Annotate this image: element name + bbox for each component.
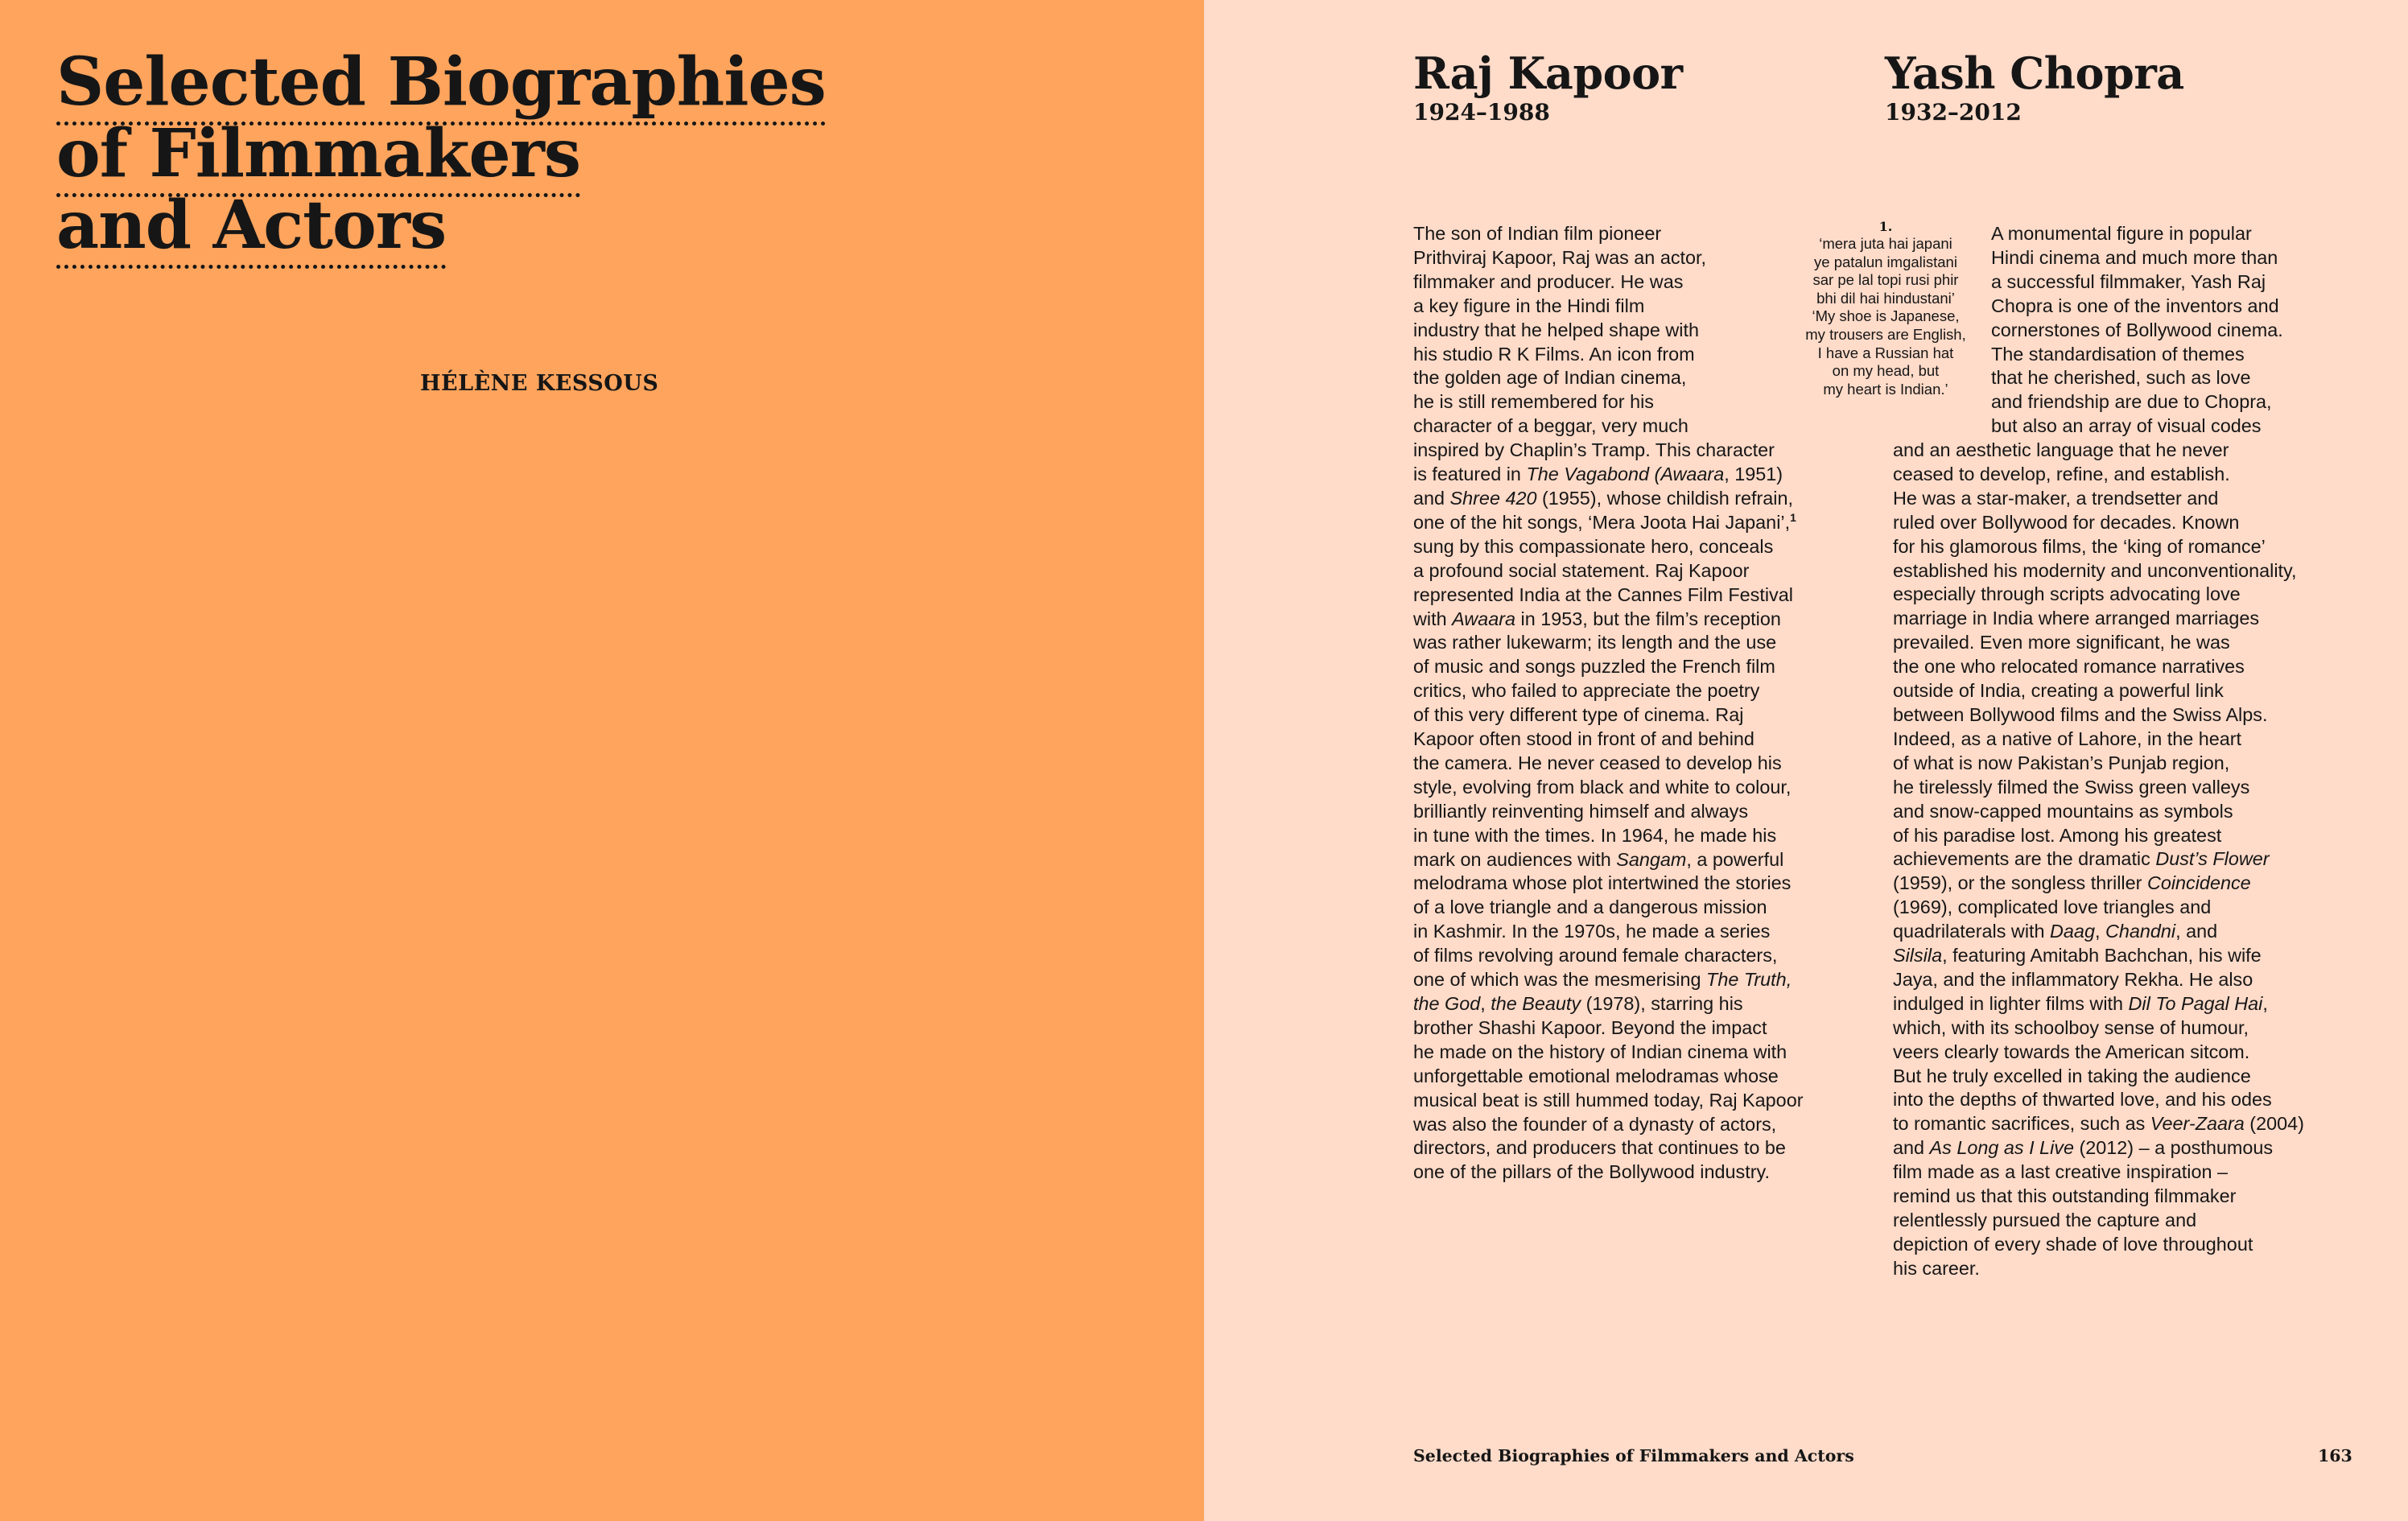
- film-title: Chandni: [2105, 921, 2176, 942]
- text-line: in tune with the times. In 1964, he made his: [1413, 824, 1777, 846]
- text-line: prevailed. Even more significant, he was: [1893, 632, 2230, 653]
- text-line: the God, the Beauty (1978), starring his: [1413, 993, 1743, 1014]
- text-line: the golden age of Indian cinema,: [1413, 367, 1687, 389]
- text-line: my trousers are English,: [1805, 325, 1966, 343]
- text-line: in Kashmir. In the 1970s, he made a series: [1413, 921, 1771, 942]
- text-line: ceased to develop, refine, and establish.: [1893, 463, 2230, 484]
- bio-years: 1924–1988: [1413, 99, 1550, 126]
- text-line: (1959), or the songless thriller Coincidence: [1893, 872, 2251, 894]
- text-line: he tirelessly filmed the Swiss green valleys: [1893, 776, 2250, 798]
- film-title: the Beauty: [1491, 993, 1581, 1014]
- text-line: his studio R K Films. An icon from: [1413, 343, 1695, 365]
- film-title: Silsila: [1893, 945, 1943, 967]
- raj-kapoor-heading: [1413, 48, 1683, 127]
- text-line: filmmaker and producer. He was: [1413, 270, 1684, 292]
- text-line: (1969), complicated love triangles and: [1893, 897, 2212, 918]
- yash-chopra-biography-top: [1991, 222, 2283, 439]
- text-line: I have a Russian hat: [1817, 344, 1954, 361]
- footnote-reference: 1: [1790, 511, 1796, 525]
- text-line: ‘My shoe is Japanese,: [1812, 307, 1960, 325]
- footnote: [1793, 219, 1978, 398]
- text-line: and As Long as I Live (2012) – a posthumous: [1893, 1137, 2274, 1159]
- page-number: 163: [2318, 1446, 2352, 1465]
- text-line: mark on audiences with Sangam, a powerful: [1413, 848, 1784, 870]
- text-line: is featured in The Vagabond (Awaara, 1951): [1413, 464, 1783, 485]
- text-line: melodrama whose plot intertwined the stories: [1413, 872, 1792, 894]
- text-line: of his paradise lost. Among his greatest: [1893, 824, 2222, 846]
- text-line: a profound social statement. Raj Kapoor: [1413, 559, 1750, 581]
- text-line: that he cherished, such as love: [1991, 367, 2251, 389]
- text-line: was rather lukewarm; its length and the use: [1413, 632, 1777, 653]
- text-line: the camera. He never ceased to develop his: [1413, 752, 1782, 773]
- film-title: Dil To Pagal Hai: [2128, 992, 2263, 1014]
- text-line: musical beat is still hummed today, Raj Kapoor: [1413, 1089, 1804, 1111]
- text-line: which, with its schoolboy sense of humour,: [1893, 1016, 2249, 1038]
- text-line: of this very different type of cinema. Raj: [1413, 704, 1744, 726]
- text-line: and friendship are due to Chopra,: [1991, 391, 2272, 413]
- text-line: the one who relocated romance narratives: [1893, 656, 2245, 678]
- footnote-text: [1793, 235, 1978, 398]
- text-line: he is still remembered for his: [1413, 391, 1654, 413]
- film-title: Shree 420: [1449, 487, 1537, 509]
- text-line: Prithviraj Kapoor, Raj was an actor,: [1413, 246, 1707, 268]
- bio-name: Yash Chopra: [1885, 47, 2184, 99]
- text-line: to romantic sacrifices, such as Veer-Zaara (2004): [1893, 1113, 2304, 1135]
- yash-chopra-heading: [1885, 48, 2184, 127]
- text-line: and an aesthetic language that he never: [1893, 439, 2229, 460]
- film-title: The Vagabond (Awaara: [1526, 464, 1725, 485]
- text-line: of what is now Pakistan’s Punjab region,: [1893, 752, 2230, 773]
- text-line: ‘mera juta hai japani: [1819, 235, 1952, 252]
- text-line: cornerstones of Bollywood cinema.: [1991, 319, 2283, 340]
- text-line: depiction of every shade of love throughout: [1893, 1233, 2253, 1255]
- raj-kapoor-biography: [1413, 222, 1804, 1185]
- text-line: of films revolving around female characters,: [1413, 945, 1778, 967]
- text-line: ruled over Bollywood for decades. Known: [1893, 511, 2240, 533]
- text-line: brilliantly reinventing himself and always: [1413, 800, 1749, 822]
- film-title: Sangam: [1616, 848, 1687, 870]
- text-line: Chopra is one of the inventors and: [1991, 295, 2279, 316]
- film-title: Daag: [2050, 921, 2095, 942]
- film-title: The Truth,: [1706, 969, 1792, 991]
- text-line: critics, who failed to appreciate the poetry: [1413, 680, 1760, 702]
- text-line: veers clearly towards the American sitcom.: [1893, 1041, 2250, 1062]
- text-line: marriage in India where arranged marriages: [1893, 608, 2260, 629]
- text-line: achievements are the dramatic Dust’s Flower: [1893, 848, 2270, 870]
- film-title: As Long as I Live: [1929, 1137, 2074, 1159]
- author-name: HÉLÈNE KESSOUS: [420, 371, 659, 396]
- text-line: Hindi cinema and much more than: [1991, 246, 2278, 268]
- text-line: indulged in lighter films with Dil To Pagal Hai,: [1893, 992, 2268, 1014]
- film-title: Veer-Zaara: [2150, 1113, 2245, 1135]
- text-line: of a love triangle and a dangerous mission: [1413, 897, 1767, 918]
- text-line: bhi dil hai hindustani’: [1816, 289, 1955, 307]
- text-line: on my head, but: [1832, 362, 1940, 380]
- text-line: a successful filmmaker, Yash Raj: [1991, 270, 2266, 292]
- text-line: was also the founder of a dynasty of actors,: [1413, 1113, 1777, 1135]
- text-line: his career.: [1893, 1257, 1980, 1279]
- text-line: remind us that this outstanding filmmaker: [1893, 1185, 2237, 1207]
- text-line: with Awaara in 1953, but the film’s reception: [1413, 608, 1781, 629]
- text-line: of music and songs puzzled the French film: [1413, 656, 1775, 678]
- film-title: the God: [1413, 993, 1481, 1014]
- text-line: character of a beggar, very much: [1413, 415, 1688, 437]
- bio-years: 1932–2012: [1885, 99, 2022, 126]
- text-line: But he truly excelled in taking the audience: [1893, 1065, 2251, 1086]
- film-title: Coincidence: [2146, 872, 2251, 894]
- text-line: directors, and producers that continues to be: [1413, 1137, 1786, 1159]
- yash-chopra-biography: [1893, 439, 2304, 1281]
- text-line: style, evolving from black and white to colour,: [1413, 776, 1792, 798]
- text-line: brother Shashi Kapoor. Beyond the impact: [1413, 1016, 1767, 1038]
- page-title: [56, 43, 942, 264]
- title-line: of Filmmakers: [56, 118, 942, 190]
- text-line: established his modernity and unconventionality,: [1893, 559, 2297, 581]
- text-line: Silsila, featuring Amitabh Bachchan, his wife: [1893, 945, 2262, 967]
- text-line: represented India at the Cannes Film Festival: [1413, 583, 1793, 605]
- text-line: Kapoor often stood in front of and behind: [1413, 728, 1754, 750]
- film-title: Awaara: [1452, 608, 1515, 629]
- text-line: between Bollywood films and the Swiss Alps.: [1893, 703, 2268, 725]
- text-line: he made on the history of Indian cinema with: [1413, 1041, 1787, 1062]
- text-line: inspired by Chaplin’s Tramp. This character: [1413, 439, 1775, 461]
- footnote-number: 1.: [1878, 219, 1893, 234]
- text-line: unforgettable emotional melodramas whose: [1413, 1065, 1779, 1086]
- text-line: relentlessly pursued the capture and: [1893, 1210, 2197, 1230]
- text-line: one of the hit songs, ‘Mera Joota Hai Japani’,$^1$: [1413, 511, 1796, 533]
- text-line: industry that he helped shape with: [1413, 319, 1699, 340]
- film-title: Dust’s Flower: [2155, 848, 2270, 870]
- text-line: one of which was the mesmerising The Truth,: [1413, 969, 1792, 991]
- text-line: into the depths of thwarted love, and his odes: [1893, 1089, 2272, 1111]
- text-line: but also an array of visual codes: [1991, 415, 2262, 437]
- text-line: He was a star-maker, a trendsetter and: [1893, 487, 2219, 509]
- text-line: film made as a last creative inspiration –: [1893, 1161, 2229, 1183]
- text-line: The standardisation of themes: [1991, 343, 2245, 365]
- text-line: for his glamorous films, the ‘king of romance’: [1893, 535, 2266, 557]
- text-line: one of the pillars of the Bollywood industry.: [1413, 1161, 1770, 1183]
- text-line: quadrilaterals with Daag, Chandni, and: [1893, 921, 2218, 942]
- text-line: my heart is Indian.’: [1823, 380, 1948, 398]
- text-line: outside of India, creating a powerful link: [1893, 680, 2224, 702]
- text-line: sung by this compassionate hero, conceals: [1413, 535, 1774, 557]
- text-line: ye patalun imgalistani: [1814, 253, 1957, 270]
- text-line: sar pe lal topi rusi phir: [1812, 271, 1959, 289]
- running-footer: Selected Biographies of Filmmakers and Actors: [1413, 1446, 1854, 1465]
- text-line: Jaya, and the inflammatory Rekha. He also: [1893, 968, 2253, 990]
- title-line: and Actors: [56, 190, 942, 262]
- bio-name: Raj Kapoor: [1413, 47, 1683, 99]
- text-line: especially through scripts advocating love: [1893, 583, 2241, 605]
- text-line: Indeed, as a native of Lahore, in the heart: [1893, 728, 2242, 749]
- text-line: A monumental figure in popular: [1991, 223, 2252, 244]
- text-line: The son of Indian film pioneer: [1413, 223, 1662, 244]
- text-line: and snow-capped mountains as symbols: [1893, 800, 2233, 822]
- title-line: Selected Biographies: [56, 47, 942, 118]
- text-line: a key figure in the Hindi film: [1413, 295, 1645, 316]
- text-line: and Shree 420 (1955), whose childish refrain,: [1413, 487, 1794, 509]
